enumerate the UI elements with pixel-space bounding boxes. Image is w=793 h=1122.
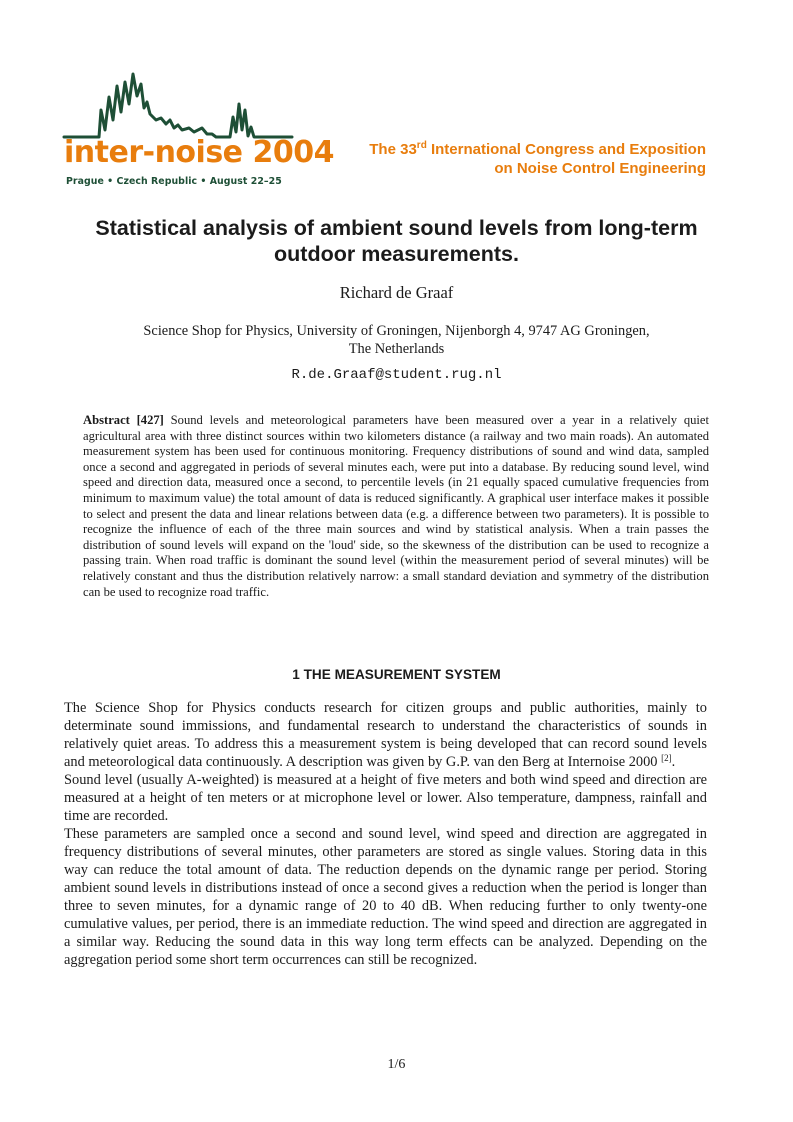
congress-line-2: on Noise Control Engineering xyxy=(494,160,706,177)
paragraph-end: . xyxy=(671,754,676,770)
logo-wordmark: inter-noise 2004 xyxy=(64,135,334,170)
skyline-waveform-icon xyxy=(62,72,294,142)
congress-name: International Congress and Exposition xyxy=(426,141,706,158)
paper-title-line-1: Statistical analysis of ambient sound levels from long-term xyxy=(95,216,698,240)
congress-ordinal-suffix: rd xyxy=(416,140,427,151)
body-paragraph-3: These parameters are sampled once a second and sound level, wind speed and direction are aggregated in frequency distributions of several minutes, other parameters are stored as single values. Storing data in this way can reduce the total amount of data. The reduction depends on the dynamic range per period. Storing ambient sound levels in distributions instead of once a second gives a reduction when the period is longer than three to seven minutes, for a dynamic range of 20 to 40 dB. When reducing further to only twenty-one cumulative values, per period, there is an immediate reduction. The wind speed and direction are aggregated in a similar way. Reducing the sound data in this way long term effects can be analyzed. Depending on the aggregation period some short term occurrences can still be recognized. xyxy=(64,826,707,968)
section-heading: 1 THE MEASUREMENT SYSTEM xyxy=(292,667,501,682)
body-paragraph-2: Sound level (usually A-weighted) is measured at a height of five meters and both wind speed and direction are measured at a height of ten meters or at microphone level or lower. Also temperature, dampness, rainfall and time are recorded. xyxy=(64,772,707,824)
affiliation-line-2: The Netherlands xyxy=(348,341,445,357)
paper-title xyxy=(40,215,753,267)
section-body xyxy=(64,699,707,969)
congress-ordinal-number: The 33 xyxy=(369,141,417,158)
author-email[interactable]: R.de.Graaf@student.rug.nl xyxy=(291,367,502,383)
page-number: 1/6 xyxy=(387,1057,406,1072)
abstract-text: Sound levels and meteorological parameters have been measured over a year in a relatively quiet agricultural area with three distinct sources within two kilometers distance (a railway and two main roads). An automated measurement system has been used for continuous monitoring. Frequency distributions of sound and wind data, sampled once a second and aggregated in periods of several minutes each, were put into a database. By reducing sound level, wind speed and direction data, measured once a second, to percentile levels (in 21 equally spaced cumulative frequencies from minimum to maximum value) the total amount of data is reduced significantly. A graphical user interface makes it possible to select and present the data and linear relations between data (e.g. a difference between two parameters). It is possible to recognize the influence of each of the three main sources and wind by statistical analysis. When a train passes the distribution of sound levels will expand on the 'loud' side, so the skewness of the distribution can be used to recognize a passing train. When road traffic is dominant the sound level (within the measurement period of several minutes) will be relatively constant and thus the distribution relatively narrow: a small standard deviation and symmetry of the distribution can be used to recognize road traffic. xyxy=(83,413,710,599)
paper-title-line-2: outdoor measurements. xyxy=(274,242,519,266)
author-affiliation xyxy=(60,322,733,358)
abstract-label: Abstract [427] xyxy=(83,413,164,427)
citation-reference[interactable]: [2] xyxy=(661,753,672,763)
conference-logo xyxy=(62,72,334,194)
paragraph-text: The Science Shop for Physics conducts research for citizen groups and public authorities, mainly to determinate sound immissions, and fundamental research to understand the characteristics of sounds in relatively quiet areas. To address this a measurement system is being developed that can record sound levels and meteorological data continuously. A description was given by G.P. van den Berg at Internoise 2000 xyxy=(64,700,707,770)
abstract xyxy=(83,413,709,600)
body-paragraph-1 xyxy=(64,699,707,771)
author-name: Richard de Graaf xyxy=(339,283,454,302)
congress-line-1 xyxy=(306,140,706,159)
affiliation-line-1: Science Shop for Physics, University of Groningen, Nijenborgh 4, 9747 AG Groningen, xyxy=(143,323,650,339)
logo-subtitle: Prague • Czech Republic • August 22–25 xyxy=(66,176,282,187)
congress-heading xyxy=(306,140,706,178)
